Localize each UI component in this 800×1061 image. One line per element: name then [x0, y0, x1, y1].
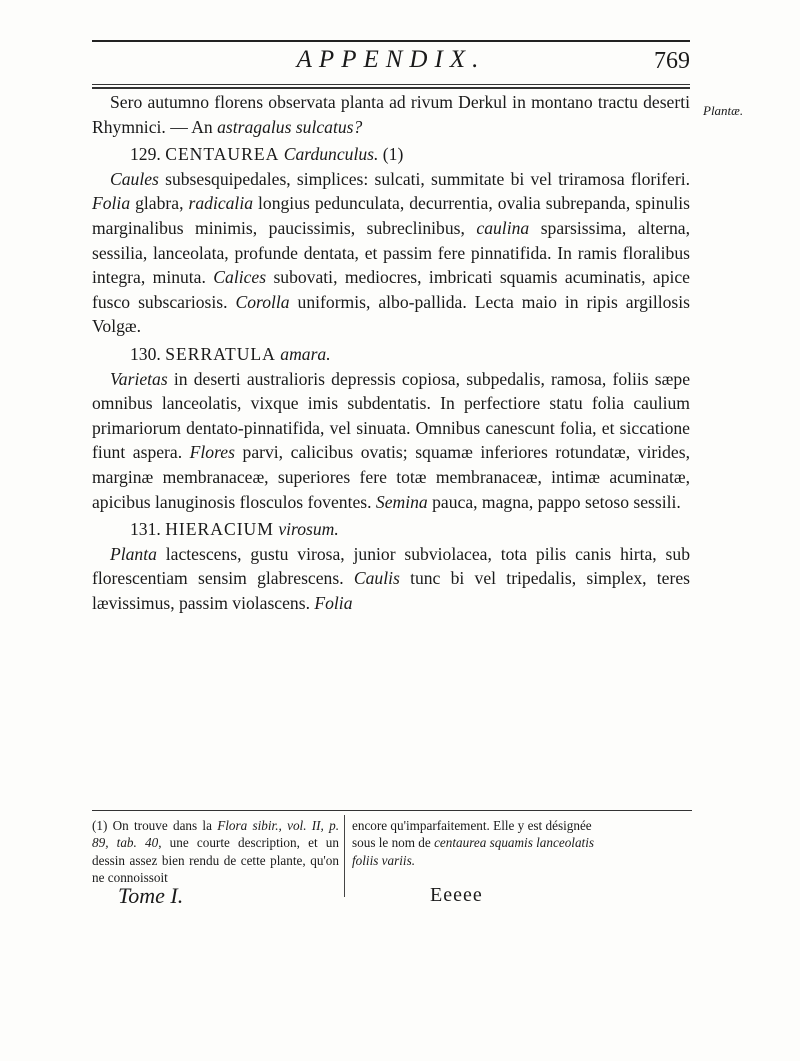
entry-129-genus: CENTAUREA	[165, 144, 280, 165]
term: Varietas	[110, 368, 168, 389]
header-rule	[92, 84, 690, 85]
page-number: 769	[654, 48, 690, 74]
signature-mark: Eeeee	[430, 884, 483, 906]
term: radicalia	[188, 193, 254, 214]
entry-131-number: 131.	[130, 519, 161, 540]
entry-129-text	[92, 167, 690, 339]
running-head	[92, 46, 690, 80]
footnote-text: (1) On trouve dans la	[92, 818, 218, 833]
text-run: in deserti australioris depressis copiosa, subpedalis, ramosa, foliis sæpe omnibus lanceolatis, vixque imis subdentatis. In perfectiore statu folia caulium primariorum dentato-pinnatifida, vel sinuata. Omnibus canescunt folia, et siccatione fiunt aspera.	[92, 368, 690, 463]
entry-130-number: 130.	[130, 343, 161, 364]
footnote-italic: , vol. II, p. 89, tab. 40	[92, 818, 339, 851]
text-run: pauca, magna, pappo setoso sessili.	[427, 491, 681, 512]
text-run: longius pedunculata, decurrentia, ovalia subrepanda, spinulis marginalibus minimis, paucissimis, subreclinibus,	[92, 193, 691, 238]
text-run: subovati, mediocres, imbricati squamis acuminatis, apice fusco subscariosis.	[92, 267, 690, 312]
intro-italic: astragalus sulcatus?	[217, 116, 363, 137]
entry-129-species: Cardunculus.	[283, 144, 379, 165]
entry-130-genus: SERRATULA	[165, 343, 276, 364]
entry-131-species: virosum.	[278, 519, 339, 540]
paragraph-intro	[92, 90, 690, 139]
text-run: lactescens, gustu virosa, junior subviolacea, tota pilis canis hirta, sub florescentiam sensim glabrescens.	[92, 543, 690, 589]
entry-130-heading	[92, 342, 690, 367]
term: Flores	[189, 442, 235, 463]
entry-130-text	[92, 367, 690, 515]
entry-130-species: amara.	[280, 343, 331, 364]
margin-note: Plantæ.	[703, 103, 744, 118]
footnote-ref: (1)	[382, 144, 404, 165]
header-rule-double	[92, 87, 690, 89]
footnote-text: encore qu'imparfaitement. Elle y est désignée sous le nom de	[352, 818, 592, 851]
text-run: tunc bi vel tripedalis, simplex, teres lævissimus, passim violascens.	[92, 568, 690, 613]
footnote-right-column	[352, 817, 602, 869]
running-title: APPENDIX.	[296, 46, 486, 73]
text-run: uniformis, albo-pallida. Lecta maio in ripis argillosis Volgæ.	[92, 291, 690, 337]
term: Corolla	[235, 291, 290, 312]
footnote-text: , une courte description, et un dessin assez bien rendu de cette plante, qu'on ne connoissoit	[92, 835, 339, 886]
term: Planta	[110, 543, 157, 564]
term: Folia	[314, 592, 353, 613]
entry-129-number: 129.	[130, 144, 161, 165]
text-run: glabra,	[130, 193, 189, 214]
footnote-italic: Flora sibir.	[217, 818, 279, 833]
entry-131-text	[92, 542, 690, 616]
top-rule	[92, 40, 690, 42]
term: Semina	[375, 491, 428, 512]
tome-label: Tome I.	[118, 883, 184, 908]
term: Caules	[110, 168, 159, 189]
footnote-left-column	[92, 817, 339, 887]
intro-text: Sero autumno florens observata planta ad rivum Derkul in montano tractu deserti Rhymnici. — An	[92, 92, 690, 137]
text-run: sparsissima, alterna, sessilia, lanceolata, profunde dentata, et passim fere pinnatifida. In ramis floralibus integra, minuta.	[92, 217, 690, 288]
footnote-italic: centaurea squamis lanceolatis foliis variis.	[352, 835, 594, 868]
text-run: subsesquipedales, simplices: sulcati, summitate bi vel triramosa floriferi.	[158, 168, 690, 189]
entry-131-heading	[92, 517, 690, 542]
footnote-column-divider	[344, 815, 345, 897]
term: Caulis	[353, 568, 400, 589]
body-text	[92, 90, 690, 615]
term: caulina	[476, 217, 530, 238]
term: Calices	[213, 267, 267, 288]
entry-131-genus: HIERACIUM	[165, 519, 274, 540]
text-run: parvi, calicibus ovatis; squamæ inferiores rotundatæ, virides, marginæ membranaceæ, superiores fere totæ membranaceæ, intimæ acuminatæ, apicibus lanuginosis flosculos foventes.	[92, 442, 690, 512]
term: Folia	[92, 193, 131, 214]
entry-129-heading	[92, 142, 690, 167]
footnote-rule	[92, 810, 692, 811]
